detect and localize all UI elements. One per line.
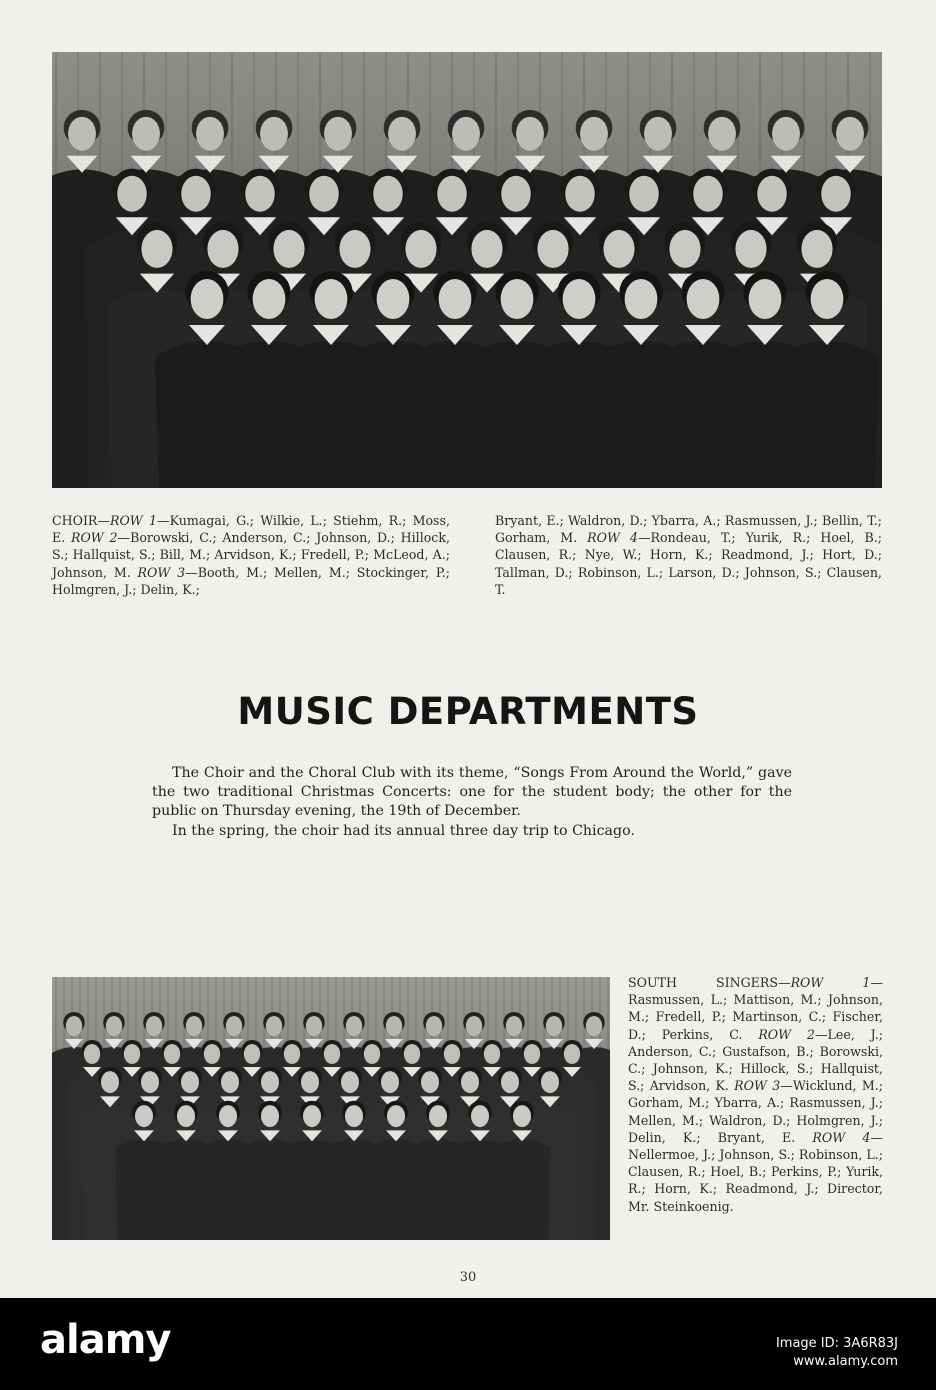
face (404, 1044, 420, 1064)
face (377, 279, 410, 319)
face (687, 279, 720, 319)
face (186, 1016, 202, 1036)
body-paragraph-1: The Choir and the Choral Club with its theme, “Songs From Around the World,” gave the two traditional Christmas Concerts: one for the student body; the other for the public on Thursday evening, the 19th of December. (152, 765, 792, 820)
face (303, 1105, 321, 1127)
face (625, 279, 658, 319)
face (386, 1016, 402, 1036)
face (339, 230, 370, 268)
face (426, 1016, 442, 1036)
face (84, 1044, 100, 1064)
face (117, 176, 147, 212)
face (261, 1105, 279, 1127)
face (669, 230, 700, 268)
face (146, 1016, 162, 1036)
section-body (152, 764, 792, 841)
face (644, 117, 672, 151)
choir-caption-col1-segment: CHOIR— (52, 513, 110, 528)
face (772, 117, 800, 151)
face (132, 117, 160, 151)
face (221, 1071, 239, 1093)
singers-caption-segment: ROW 4 (812, 1129, 871, 1145)
face (66, 1016, 82, 1036)
face (315, 279, 348, 319)
face (226, 1016, 242, 1036)
face (541, 1071, 559, 1093)
choir-caption-col1-segment: ROW 2 (70, 530, 118, 546)
face (364, 1044, 380, 1064)
face (821, 176, 851, 212)
face (452, 117, 480, 151)
face (373, 176, 403, 212)
face (345, 1105, 363, 1127)
face (516, 117, 544, 151)
face (501, 279, 534, 319)
singers-caption-segment: —Wicklund, M.; Gorham, M.; Ybarra, A.; Rasmussen, J.; Mellen, M.; Waldron, D.; Holmgren, J.; Delin, K.; Bryant, E. (628, 1078, 883, 1145)
face (253, 279, 286, 319)
face (513, 1105, 531, 1127)
face (506, 1016, 522, 1036)
site-url: www.alamy.com (793, 1354, 898, 1369)
choir-caption-col2-segment: —Rondeau, T.; Yurik, R.; Hoel, B.; Clausen, R.; Nye, W.; Horn, K.; Readmond, J.; Hort, D.; Tallman, D.; Robinson, L.; Larson, D.; Johnson, S.; Clausen, T. (495, 530, 882, 597)
south-singers-caption (628, 974, 883, 1215)
face (564, 1044, 580, 1064)
face (204, 1044, 220, 1064)
face (260, 117, 288, 151)
face (708, 117, 736, 151)
face (749, 279, 782, 319)
body-paragraph-2: In the spring, the choir had its annual three day trip to Chicago. (172, 822, 635, 839)
face (801, 230, 832, 268)
face (244, 1044, 260, 1064)
face (484, 1044, 500, 1064)
face (141, 230, 172, 268)
singers-caption-segment: —Rasmussen, L.; Mattison, M.; Johnson, M.; Fredell, P.; Martinson, C.; Fischer, D.; Perkins, C. (628, 975, 883, 1042)
face (693, 176, 723, 212)
section-title: MUSIC DEPARTMENTS (237, 690, 699, 733)
face (429, 1105, 447, 1127)
face (524, 1044, 540, 1064)
choir-caption-col1-segment: —Kumagai, G.; Wilkie, L.; Stiehm, R.; Moss, E. (52, 513, 450, 546)
face (836, 117, 864, 151)
face (306, 1016, 322, 1036)
singers-caption-segment: ROW 2 (758, 1026, 815, 1042)
page-number: 30 (459, 1270, 477, 1285)
face (346, 1016, 362, 1036)
choir-caption-column-1 (52, 512, 450, 598)
singers-caption-segment: SOUTH SINGERS— (628, 975, 791, 990)
face (437, 176, 467, 212)
face (101, 1071, 119, 1093)
face (388, 117, 416, 151)
face (501, 176, 531, 212)
face (324, 1044, 340, 1064)
face (191, 279, 224, 319)
face (471, 230, 502, 268)
face (757, 176, 787, 212)
face (565, 176, 595, 212)
face (546, 1016, 562, 1036)
face (466, 1016, 482, 1036)
image-credit (776, 1335, 898, 1371)
choir-caption-col2-segment: ROW 4 (587, 530, 638, 546)
face (141, 1071, 159, 1093)
face (387, 1105, 405, 1127)
image-id: Image ID: 3A6R83J (775, 1336, 898, 1351)
robe (493, 1139, 550, 1240)
face (603, 230, 634, 268)
face (301, 1071, 319, 1093)
face (207, 230, 238, 268)
face (261, 1071, 279, 1093)
face (309, 176, 339, 212)
face (266, 1016, 282, 1036)
face (444, 1044, 460, 1064)
face (580, 117, 608, 151)
choir-caption-col1-segment: ROW 1 (110, 513, 157, 528)
singers-caption-segment: —Lee, J.; Anderson, C.; Gustafson, B.; Borowski, C.; Johnson, K.; Hillock, S.; Hallquist, S.; Arvidson, K. (628, 1026, 884, 1094)
face (68, 117, 96, 151)
face (537, 230, 568, 268)
choir-photo-image (52, 52, 882, 488)
face (381, 1071, 399, 1093)
face (181, 1071, 199, 1093)
face (324, 117, 352, 151)
choir-caption-col1-segment: —Borowski, C.; Anderson, C.; Johnson, D.; Hillock, S.; Hallquist, S.; Bill, M.; Arvidson, K.; Fredell, P.; McLeod, A.; Johnson, M. (52, 530, 450, 580)
robe (775, 341, 879, 488)
face (135, 1105, 153, 1127)
face (421, 1071, 439, 1093)
face (181, 176, 211, 212)
face (439, 279, 472, 319)
face (471, 1105, 489, 1127)
choir-caption-column-2 (495, 512, 882, 598)
choir-photo (52, 52, 882, 488)
face (196, 117, 224, 151)
face (164, 1044, 180, 1064)
choir-caption-col1-segment: ROW 3 (137, 564, 186, 580)
face (586, 1016, 602, 1036)
south-singers-photo (52, 977, 610, 1240)
face (811, 279, 844, 319)
singers-caption-segment: ROW 3 (734, 1078, 781, 1094)
face (245, 176, 275, 212)
face (461, 1071, 479, 1093)
choir-caption-col1-segment: —Booth, M.; Mellen, M.; Stockinger, P.; Holmgren, J.; Delin, K.; (52, 564, 450, 597)
face (735, 230, 766, 268)
choir-caption-col2-segment: Bryant, E.; Waldron, D.; Ybarra, A.; Rasmussen, J.; Bellin, T.; Gorham, M. (495, 513, 882, 546)
face (405, 230, 436, 268)
face (284, 1044, 300, 1064)
face (177, 1105, 195, 1127)
face (106, 1016, 122, 1036)
face (219, 1105, 237, 1127)
singers-caption-segment: ROW 1 (790, 975, 871, 990)
face (629, 176, 659, 212)
face (563, 279, 596, 319)
face (341, 1071, 359, 1093)
south-singers-photo-image (52, 977, 610, 1240)
face (501, 1071, 519, 1093)
singers-caption-segment: —Nellermoe, J.; Johnson, S.; Robinson, L.; Clausen, R.; Hoel, B.; Perkins, P.; Yurik, R.; Horn, K.; Readmond, J.; Director, Mr. Steinkoenig. (628, 1129, 883, 1214)
face (124, 1044, 140, 1064)
face (273, 230, 304, 268)
alamy-logo: alamy (40, 1317, 171, 1363)
